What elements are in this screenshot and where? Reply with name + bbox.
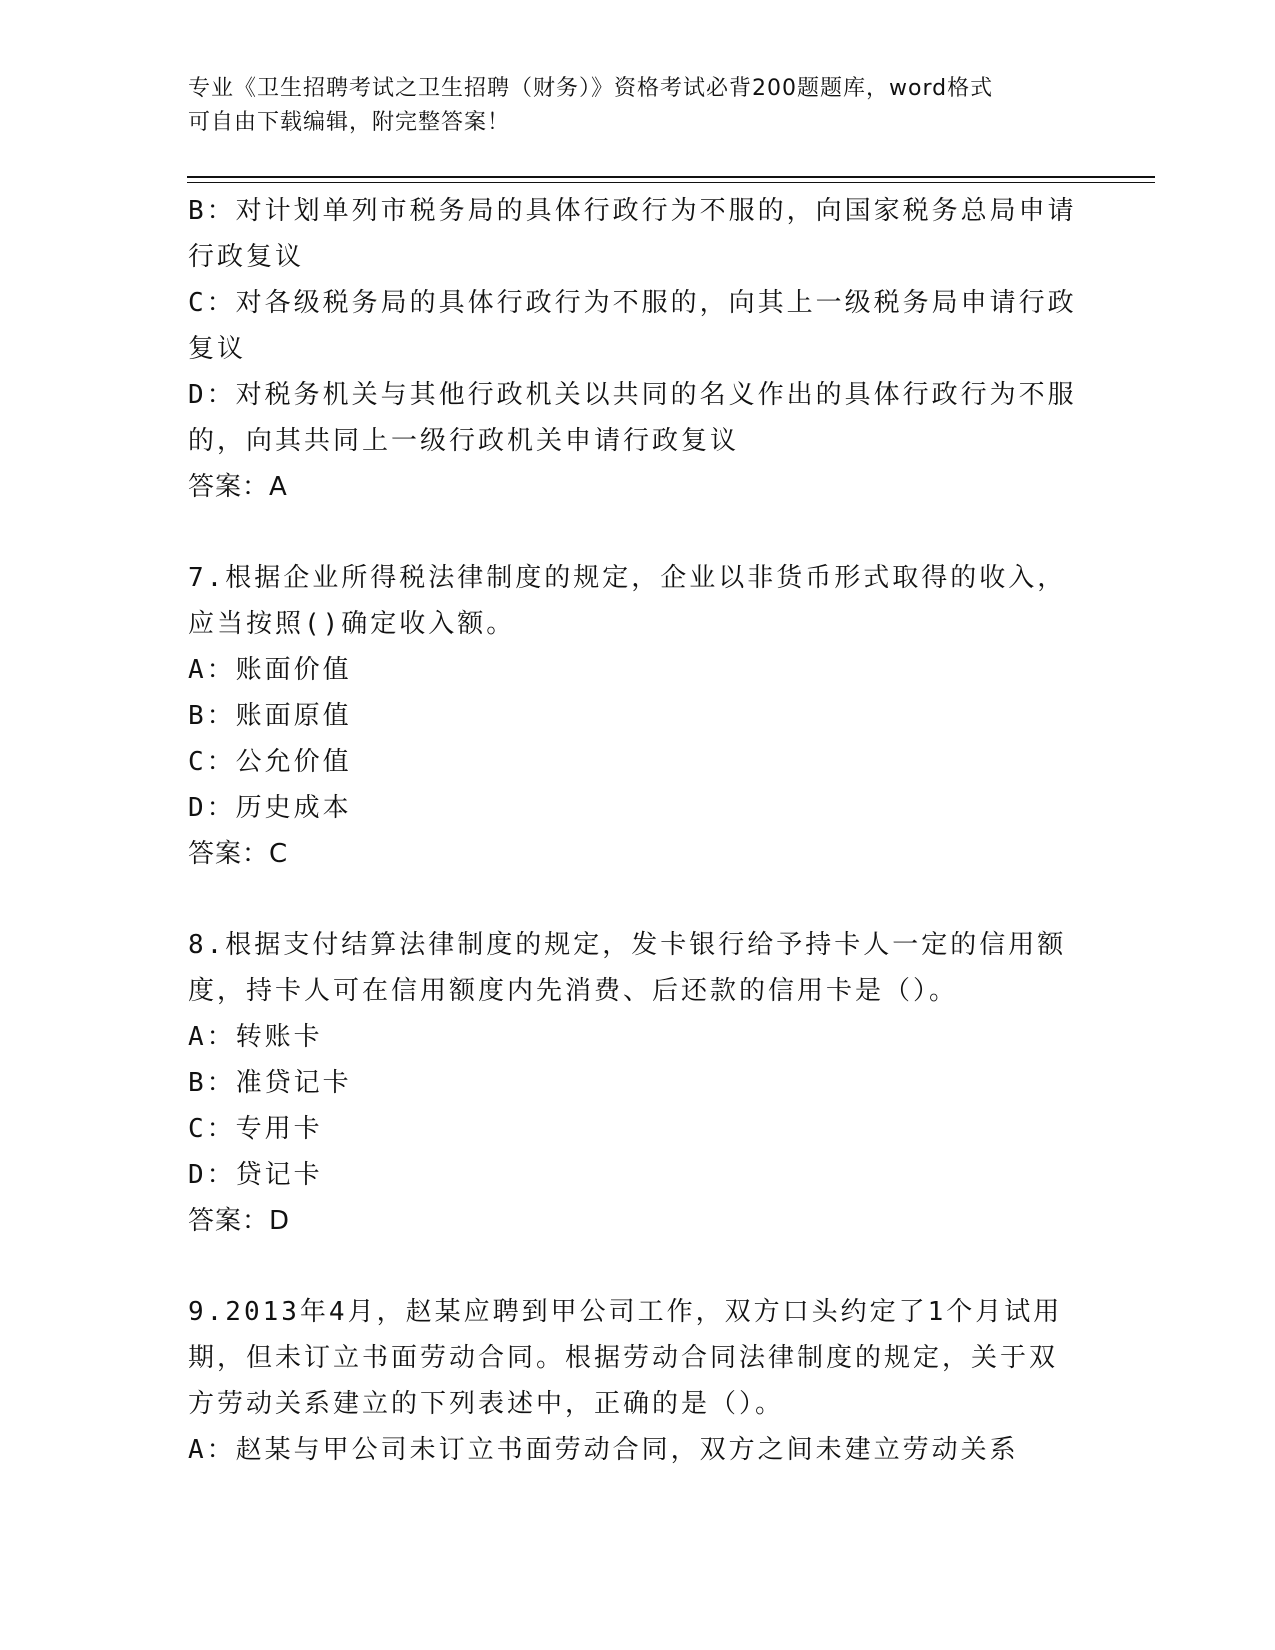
q8-option-d: D：贷记卡 [188,1160,323,1190]
header-line-1: 专业《卫生招聘考试之卫生招聘（财务）》资格考试必背200题题库，word格式 [188,76,994,101]
q6-option-d-line-2: 的，向其共同上一级行政机关申请行政复议 [188,426,740,456]
q9-option-a: A：赵某与甲公司未订立书面劳动合同，双方之间未建立劳动关系 [188,1435,1019,1465]
question-gap [188,877,1088,922]
header-divider-thin [187,182,1155,183]
q8-stem-line-1: 8.根据支付结算法律制度的规定，发卡银行给予持卡人一定的信用额 [188,930,1067,960]
header-divider-thick [187,176,1155,178]
q7-answer: 答案：C [188,839,289,869]
question-7 [188,555,1088,877]
q6-option-b-line-1: B：对计划单列市税务局的具体行政行为不服的，向国家税务总局申请 [188,196,1077,226]
q6-option-c-line-1: C：对各级税务局的具体行政行为不服的，向其上一级税务局申请行政 [188,288,1077,318]
page-header [188,72,1068,140]
q9-stem-line-3: 方劳动关系建立的下列表述中，正确的是（）。 [188,1389,785,1419]
q8-stem-line-2: 度，持卡人可在信用额度内先消费、后还款的信用卡是（）。 [188,976,959,1006]
question-gap [188,510,1088,555]
q9-stem-line-2: 期，但未订立书面劳动合同。根据劳动合同法律制度的规定，关于双 [188,1343,1059,1373]
q7-option-b: B：账面原值 [188,701,352,731]
question-gap [188,1244,1088,1289]
q8-option-c: C：专用卡 [188,1114,323,1144]
question-6-continued [188,188,1088,510]
q8-option-a: A：转账卡 [188,1022,323,1052]
q6-option-c-line-2: 复议 [188,334,247,364]
q7-option-d: D：历史成本 [188,793,352,823]
question-content [188,188,1088,1473]
q6-option-b-line-2: 行政复议 [188,242,305,272]
q7-option-a: A：账面价值 [188,655,352,685]
header-line-2: 可自由下载编辑，附完整答案！ [188,110,511,135]
q8-answer: 答案：D [188,1206,291,1236]
q7-stem-line-1: 7.根据企业所得税法律制度的规定，企业以非货币形式取得的收入， [188,563,1067,593]
question-8 [188,922,1088,1244]
q6-option-d-line-1: D：对税务机关与其他行政机关以共同的名义作出的具体行政行为不服 [188,380,1077,410]
q6-answer: 答案：A [188,472,288,502]
q7-option-c: C：公允价值 [188,747,352,777]
q7-stem-line-2: 应当按照()确定收入额。 [188,609,516,639]
question-9 [188,1289,1088,1473]
q8-option-b: B：准贷记卡 [188,1068,352,1098]
q9-stem-line-1: 9.2013年4月，赵某应聘到甲公司工作，双方口头约定了1个月试用 [188,1297,1063,1327]
